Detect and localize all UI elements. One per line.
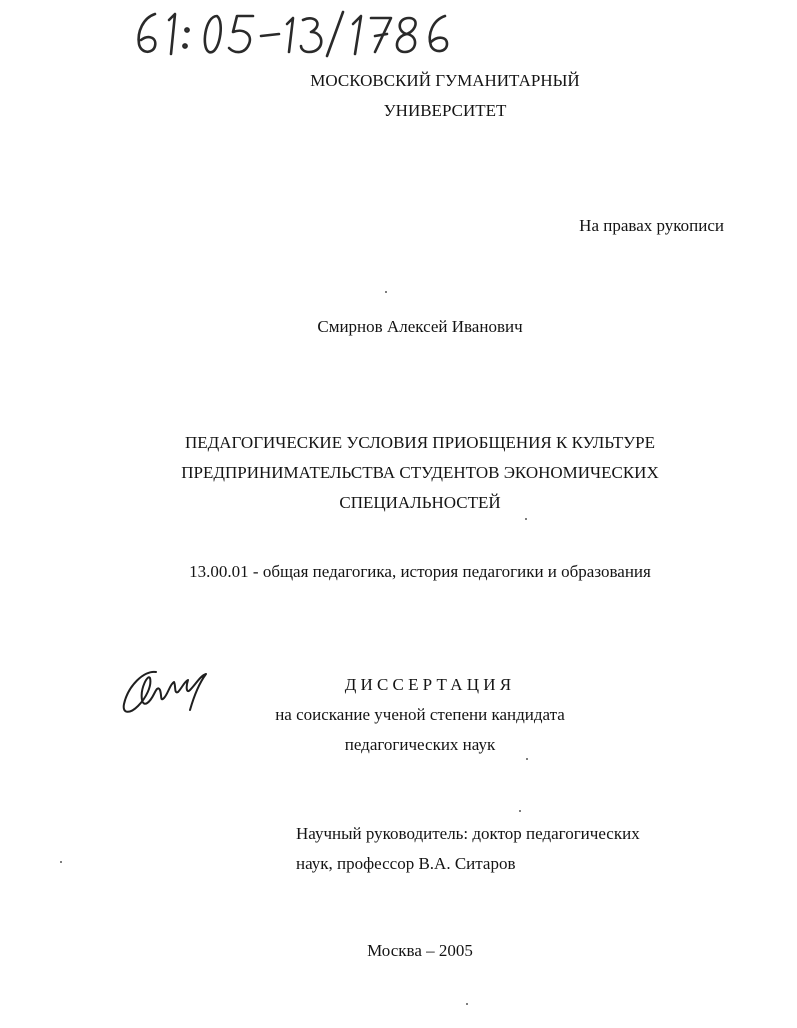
- dissertation-heading: ДИССЕРТАЦИЯ: [344, 675, 516, 694]
- scan-speck: [525, 518, 527, 520]
- scan-speck: [466, 1003, 468, 1005]
- dissertation-degree-line2: педагогических наук: [344, 735, 496, 754]
- specialty-code: 13.00.01 - общая педагогика, история педагогики и образования: [189, 562, 651, 581]
- dissertation-degree-line1: на соискание ученой степени кандидата: [275, 705, 565, 724]
- university-name-line1: МОСКОВСКИЙ ГУМАНИТАРНЫЙ: [310, 71, 580, 90]
- supervisor-line2: наук, профессор В.А. Ситаров: [296, 854, 516, 873]
- scan-speck: [526, 758, 528, 760]
- scan-speck: [385, 291, 387, 293]
- supervisor-line1: Научный руководитель: доктор педагогических: [296, 824, 640, 843]
- dissertation-title-line2: ПРЕДПРИНИМАТЕЛЬСТВА СТУДЕНТОВ ЭКОНОМИЧЕСКИХ: [181, 463, 659, 482]
- university-name-line2: УНИВЕРСИТЕТ: [383, 101, 507, 120]
- dissertation-title-line3: СПЕЦИАЛЬНОСТЕЙ: [339, 493, 501, 512]
- author-name: Смирнов Алексей Иванович: [317, 317, 523, 336]
- scan-speck: [60, 861, 62, 863]
- scan-speck: [519, 810, 521, 812]
- dissertation-title-line1: ПЕДАГОГИЧЕСКИЕ УСЛОВИЯ ПРИОБЩЕНИЯ К КУЛЬТУРЕ: [184, 433, 655, 452]
- city-year: Москва – 2005: [367, 941, 473, 960]
- handwritten-code-stamp: [125, 8, 465, 60]
- signature-mark: [120, 660, 215, 722]
- rights-note: На правах рукописи: [579, 216, 724, 235]
